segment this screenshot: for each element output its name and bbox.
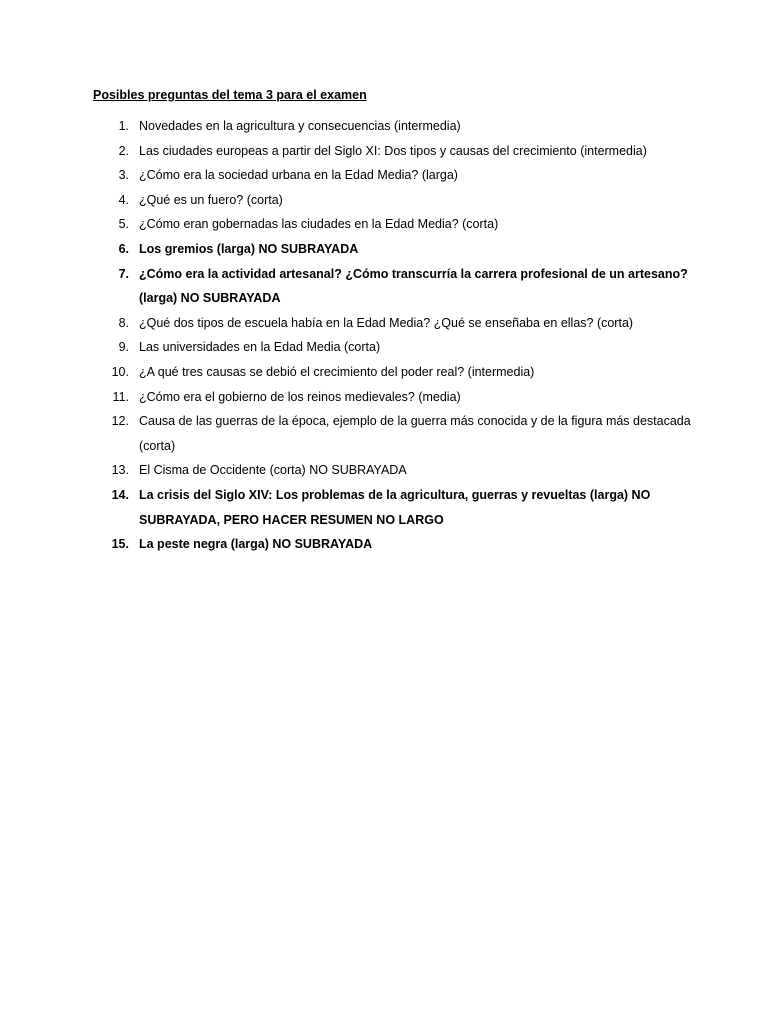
question-text: ¿Cómo era el gobierno de los reinos medievales? (media) bbox=[139, 389, 461, 404]
question-text: ¿Cómo eran gobernadas las ciudades en la Edad Media? (corta) bbox=[139, 217, 499, 232]
question-item bbox=[93, 262, 693, 311]
question-number: 11. bbox=[112, 389, 129, 404]
question-item bbox=[93, 360, 693, 385]
question-text: La crisis del Siglo XIV: Los problemas de la agricultura, guerras y revueltas (larga) NO SUBRAYADA, PERO HACER RESUMEN NO LARGO bbox=[139, 487, 651, 527]
question-text: ¿Qué dos tipos de escuela había en la Edad Media? ¿Qué se enseñaba en ellas? (corta) bbox=[139, 315, 634, 330]
question-item bbox=[93, 458, 693, 483]
document-title: Posibles preguntas del tema 3 para el examen bbox=[93, 88, 367, 102]
question-item bbox=[93, 163, 693, 188]
question-item bbox=[93, 409, 693, 458]
question-item bbox=[93, 237, 693, 262]
question-text: El Cisma de Occidente (corta) NO SUBRAYADA bbox=[139, 463, 407, 478]
question-number: 3. bbox=[118, 168, 129, 183]
question-item bbox=[93, 212, 693, 237]
question-item bbox=[93, 139, 693, 164]
question-text: Causa de las guerras de la época, ejemplo de la guerra más conocida y de la figura más destacada (corta) bbox=[139, 414, 691, 453]
question-number: 1. bbox=[118, 119, 129, 133]
question-item bbox=[93, 385, 693, 410]
question-number: 13. bbox=[111, 463, 129, 478]
question-number: 4. bbox=[118, 192, 129, 207]
question-item bbox=[93, 532, 693, 557]
question-number: 9. bbox=[118, 340, 129, 355]
question-text: ¿Cómo era la sociedad urbana en la Edad Media? (larga) bbox=[139, 168, 458, 183]
question-number: 8. bbox=[118, 315, 129, 330]
question-item bbox=[93, 188, 693, 213]
question-text: ¿Cómo era la actividad artesanal? ¿Cómo transcurría la carrera profesional de un artesano? (larga) NO SUBRAYADA bbox=[139, 266, 688, 306]
question-item bbox=[93, 311, 693, 336]
question-text: Los gremios (larga) NO SUBRAYADA bbox=[139, 241, 359, 256]
question-number: 14. bbox=[111, 487, 129, 502]
question-text: Las universidades en la Edad Media (corta) bbox=[139, 340, 381, 355]
question-number: 10. bbox=[111, 364, 129, 379]
questions-list bbox=[93, 114, 693, 557]
question-item bbox=[93, 483, 693, 532]
question-text: Novedades en la agricultura y consecuencias (intermedia) bbox=[139, 119, 461, 133]
question-number: 2. bbox=[118, 143, 129, 158]
question-text: ¿A qué tres causas se debió el crecimiento del poder real? (intermedia) bbox=[139, 364, 535, 379]
question-number: 6. bbox=[118, 241, 129, 256]
question-number: 15. bbox=[111, 537, 129, 552]
question-item bbox=[93, 335, 693, 360]
question-text: La peste negra (larga) NO SUBRAYADA bbox=[139, 537, 373, 552]
question-number: 12. bbox=[111, 414, 129, 429]
question-number: 5. bbox=[118, 217, 129, 232]
question-item bbox=[93, 114, 693, 139]
question-text: ¿Qué es un fuero? (corta) bbox=[139, 192, 283, 207]
question-text: Las ciudades europeas a partir del Siglo XI: Dos tipos y causas del crecimiento (intermedia) bbox=[139, 143, 647, 158]
question-number: 7. bbox=[118, 266, 129, 281]
